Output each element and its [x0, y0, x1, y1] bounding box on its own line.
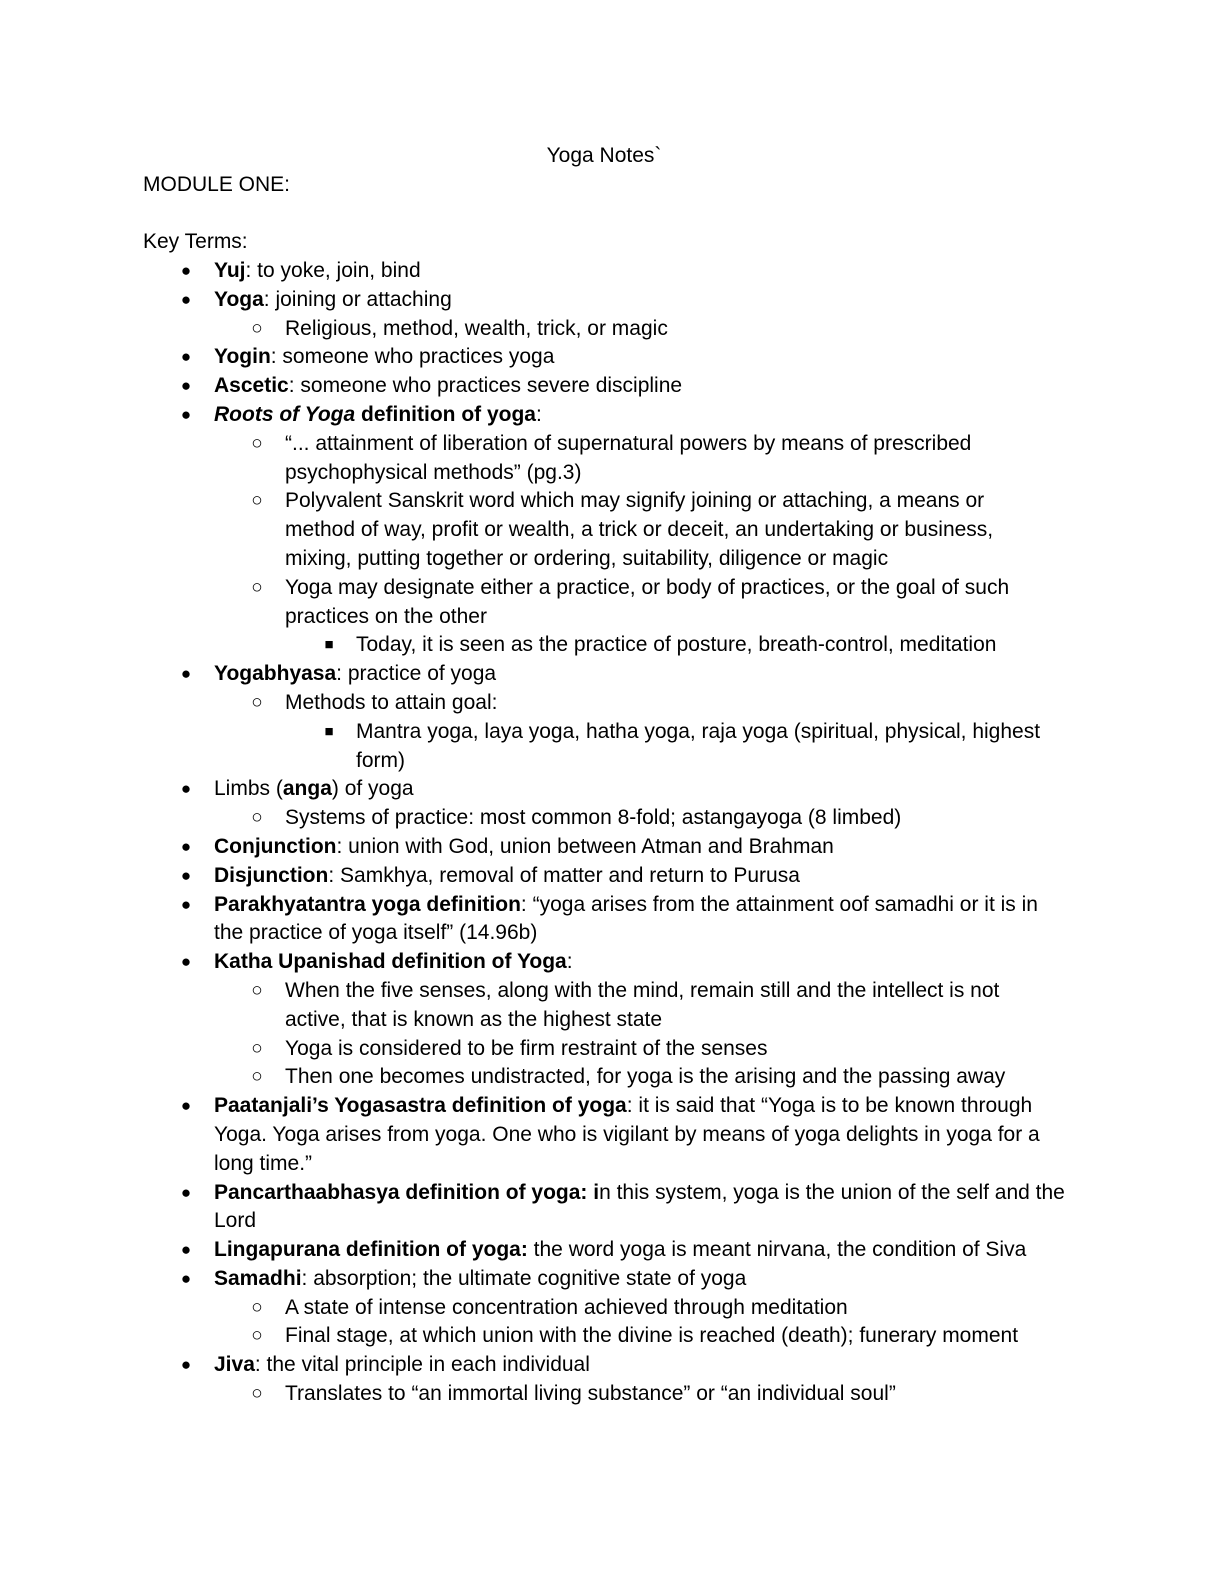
sub-item-text: Polyvalent Sanskrit word which may signify joining or attaching, a means or method of way, profit or wealth, a trick or deceit, an undertaking or business, mixing, putting together or ordering, suitability, diligence or magic	[285, 489, 994, 570]
sub-item-text: Yoga may designate either a practice, or body of practices, or the goal of such practices on the other	[285, 575, 1010, 628]
term-katha-upanishad	[0, 948, 1070, 977]
bullet-disc-icon: ●	[180, 404, 192, 424]
sub-item-text: Mantra yoga, laya yoga, hatha yoga, raja yoga (spiritual, physical, highest form)	[356, 719, 1041, 772]
sub-item-text: A state of intense concentration achieved through meditation	[285, 1295, 848, 1319]
bullet-circle-icon: ○	[251, 576, 263, 598]
bullet-disc-icon: ●	[180, 261, 192, 280]
limbs-sub-1	[0, 804, 1055, 833]
sub-item-text: “... attainment of liberation of supernatural powers by means of prescribed psychophysical methods” (pg.3)	[285, 431, 972, 484]
term-suffix: ) of yoga	[331, 777, 414, 801]
bullet-circle-icon: ○	[251, 317, 263, 339]
term-yogin	[0, 343, 1070, 372]
bullet-disc-icon: ●	[180, 1096, 192, 1116]
term-definition: : the vital principle in each individual	[254, 1353, 590, 1377]
term-jiva	[0, 1351, 1070, 1380]
document-title: Yoga Notes`	[546, 144, 662, 167]
katha-sub-3	[0, 1063, 1055, 1092]
term-yogabhyasa	[0, 660, 1070, 689]
sub-item-text: Then one becomes undistracted, for yoga is the arising and the passing away	[285, 1065, 1006, 1089]
bullet-circle-icon: ○	[251, 1037, 263, 1059]
bullet-disc-icon: ●	[180, 664, 192, 684]
term-definition: : union with God, union between Atman and Brahman	[336, 834, 834, 858]
roots-sub-3a	[0, 631, 1068, 660]
bullet-disc-icon: ●	[180, 952, 192, 972]
sub-item-text: Systems of practice: most common 8-fold; astangayoga (8 limbed)	[285, 806, 902, 830]
term-prefix: Limbs (	[214, 777, 283, 801]
key-terms-list	[0, 257, 1224, 1409]
term-label: definition of yoga	[355, 402, 536, 426]
yogabhyasa-sub-1a	[0, 718, 1068, 776]
sub-item-text: Final stage, at which union with the divine is reached (death); funerary moment	[285, 1324, 1019, 1348]
samadhi-sub-1	[0, 1294, 1055, 1323]
term-definition: : absorption; the ultimate cognitive state of yoga	[301, 1266, 747, 1290]
roots-sub-3	[0, 574, 1055, 632]
roots-sub-2	[0, 487, 1055, 573]
term-label: Ascetic	[214, 374, 289, 398]
term-roots-of-yoga	[0, 401, 1070, 430]
bullet-circle-icon: ○	[251, 490, 263, 512]
sub-item-text: Methods to attain goal:	[285, 690, 498, 714]
term-label: Yuj	[214, 259, 246, 282]
bullet-disc-icon: ●	[180, 376, 192, 396]
term-conjunction	[0, 833, 1070, 862]
bullet-square-icon: ■	[324, 722, 334, 740]
samadhi-sub-2	[0, 1322, 1055, 1351]
term-definition: : someone who practices yoga	[270, 345, 555, 369]
term-definition: the word yoga is meant nirvana, the condition of Siva	[527, 1238, 1027, 1262]
term-definition: : to yoke, join, bind	[245, 259, 421, 282]
bullet-disc-icon: ●	[180, 1268, 192, 1288]
term-label: Yogin	[214, 345, 271, 369]
term-definition: : Samkhya, removal of matter and return to Purusa	[328, 863, 800, 887]
term-lingapurana	[0, 1236, 1070, 1265]
jiva-sub-1	[0, 1380, 1055, 1409]
bullet-disc-icon: ●	[180, 779, 192, 799]
bullet-disc-icon: ●	[180, 289, 192, 309]
term-definition: : it is said that “Yoga is to be known through Yoga. Yoga arises from yoga. One who is vigilant by means of yoga delights in yoga for a long time.”	[214, 1094, 1040, 1175]
roots-sub-1	[0, 430, 1055, 488]
term-label: Yoga	[214, 287, 264, 311]
key-terms-heading: Key Terms:	[143, 230, 248, 253]
term-definition: : “yoga arises from the attainment oof samadhi or it is in the practice of yoga itself” (14.96b)	[214, 892, 1038, 945]
term-ascetic	[0, 372, 1070, 401]
term-definition: : practice of yoga	[336, 662, 497, 686]
term-label: Parakhyatantra yoga definition	[214, 892, 521, 916]
bullet-circle-icon: ○	[251, 807, 263, 829]
term-label: anga	[282, 777, 332, 801]
sub-item-text: Translates to “an immortal living substance” or “an individual soul”	[285, 1382, 896, 1406]
bullet-disc-icon: ●	[180, 1355, 192, 1375]
sub-item-text: Religious, method, wealth, trick, or magic	[285, 316, 668, 340]
term-yoga-sub	[0, 315, 1055, 344]
term-label: Disjunction	[214, 863, 329, 887]
term-label: Paatanjali’s Yogasastra definition of yoga	[214, 1094, 627, 1118]
bullet-square-icon: ■	[324, 636, 334, 654]
term-pancarthaabhasya	[0, 1179, 1070, 1237]
term-definition: n this system, yoga is the union of the self and the Lord	[214, 1180, 1065, 1233]
book-title: Roots of Yoga	[214, 402, 356, 426]
term-label: Pancarthaabhasya definition of yoga: i	[214, 1180, 600, 1204]
bullet-circle-icon: ○	[251, 691, 263, 713]
bullet-circle-icon: ○	[251, 1066, 263, 1088]
term-label: Jiva	[214, 1353, 255, 1377]
sub-item-text: Yoga is considered to be firm restraint of the senses	[285, 1036, 768, 1060]
term-paatanjali	[0, 1092, 1070, 1178]
term-definition: :	[566, 950, 573, 974]
term-label: Lingapurana definition of yoga:	[214, 1238, 528, 1262]
bullet-circle-icon: ○	[251, 1296, 263, 1318]
term-disjunction	[0, 862, 1070, 891]
sub-item-text: When the five senses, along with the mind, remain still and the intellect is not active, that is known as the highest state	[285, 978, 1000, 1031]
bullet-disc-icon: ●	[180, 347, 192, 367]
term-label: Katha Upanishad definition of Yoga	[214, 950, 567, 974]
term-parakhyatantra	[0, 891, 1070, 949]
bullet-disc-icon: ●	[180, 894, 192, 914]
bullet-circle-icon: ○	[251, 1383, 263, 1405]
term-yoga	[0, 286, 1070, 315]
bullet-circle-icon: ○	[251, 432, 263, 454]
bullet-circle-icon: ○	[251, 1325, 263, 1347]
term-limbs	[0, 775, 1070, 804]
term-label: Conjunction	[214, 834, 337, 858]
term-label: Yogabhyasa	[214, 662, 337, 686]
module-heading: MODULE ONE:	[143, 173, 291, 196]
bullet-disc-icon: ●	[180, 836, 192, 856]
term-definition: : someone who practices severe discipline	[288, 374, 683, 398]
bullet-disc-icon: ●	[180, 865, 192, 885]
term-label: Samadhi	[214, 1266, 302, 1290]
term-yuj	[0, 257, 1070, 286]
term-definition: :	[536, 402, 542, 426]
katha-sub-2	[0, 1035, 1055, 1064]
yogabhyasa-sub-1	[0, 689, 1055, 718]
katha-sub-1	[0, 977, 1055, 1035]
sub-item-text: Today, it is seen as the practice of posture, breath-control, meditation	[356, 633, 997, 657]
term-samadhi	[0, 1265, 1070, 1294]
bullet-disc-icon: ●	[180, 1182, 192, 1202]
bullet-circle-icon: ○	[251, 979, 263, 1001]
bullet-disc-icon: ●	[180, 1240, 192, 1260]
term-definition: : joining or attaching	[263, 287, 452, 311]
